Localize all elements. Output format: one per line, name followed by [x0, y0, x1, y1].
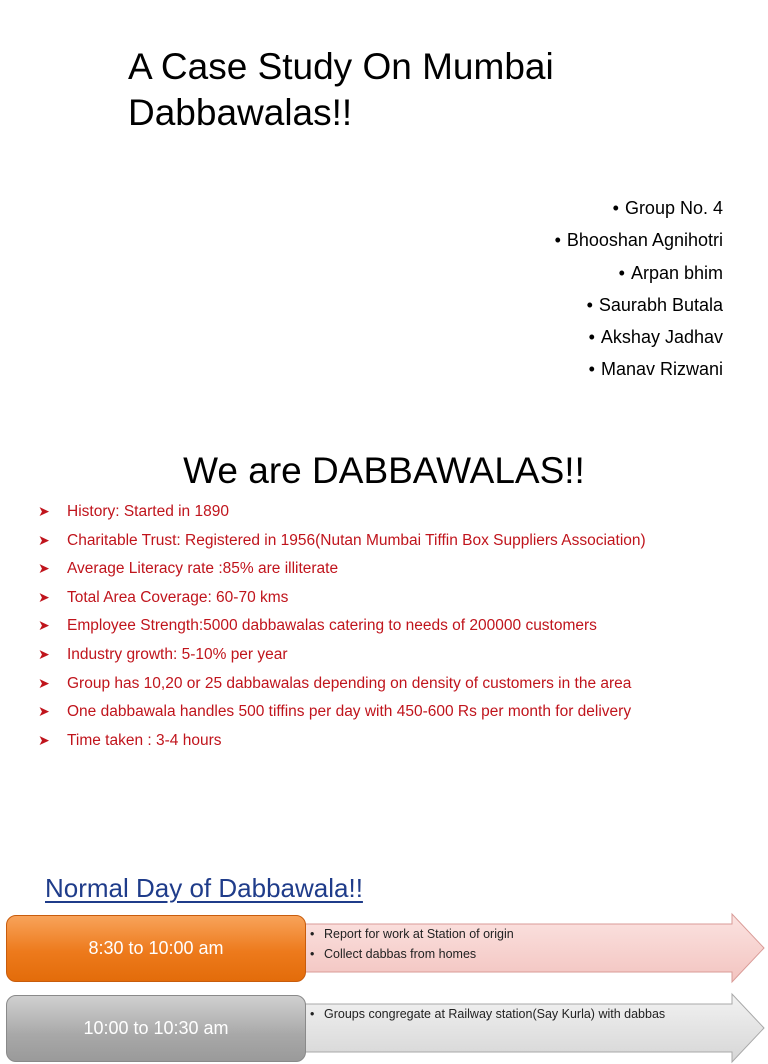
fact-item [38, 531, 738, 550]
fact-item [38, 674, 738, 693]
fact-item [38, 559, 738, 578]
facts-slide [0, 430, 768, 830]
member-name: • Manav Rizwani [555, 353, 723, 385]
activity-item: • Collect dabbas from homes [310, 944, 730, 964]
fact-item [38, 588, 738, 607]
group-number: • Group No. 4 [555, 192, 723, 224]
member-name: • Bhooshan Agnihotri [555, 224, 723, 256]
title-slide [0, 0, 768, 430]
case-study-title: A Case Study On Mumbai Dabbawalas!! [128, 46, 554, 133]
facts-title: We are DABBAWALAS!! [183, 450, 585, 491]
fact-text: Charitable Trust: Registered in 1956(Nutan Mumbai Tiffin Box Suppliers Association) [67, 531, 646, 549]
arrow-bullet-icon: ➤ [38, 645, 50, 662]
timeline-slide [0, 830, 768, 1038]
fact-text: History: Started in 1890 [67, 503, 229, 520]
fact-item [38, 616, 738, 635]
fact-text: Average Literacy rate :85% are illiterate [67, 560, 339, 578]
timeline-row [0, 912, 768, 984]
member-name: • Arpan bhim [555, 257, 723, 289]
fact-item [38, 731, 738, 750]
fact-item [38, 702, 738, 721]
arrow-bullet-icon: ➤ [38, 674, 50, 691]
arrow-bullet-icon: ➤ [38, 503, 50, 519]
arrow-bullet-icon: ➤ [38, 531, 50, 548]
fact-text: Total Area Coverage: 60-70 kms [67, 588, 289, 606]
arrow-bullet-icon: ➤ [38, 703, 50, 720]
group-members-list [555, 192, 723, 386]
time-slot: 8:30 to 10:00 am [6, 915, 306, 982]
fact-text: Industry growth: 5-10% per year [67, 645, 288, 663]
activity-list [310, 1004, 730, 1024]
timeline-title: Normal Day of Dabbawala!! [45, 873, 363, 903]
time-slot: 10:00 to 10:30 am [6, 995, 306, 1062]
activity-item: • Groups congregate at Railway station(Say Kurla) with dabbas [310, 1004, 730, 1024]
facts-list [38, 502, 738, 759]
fact-item [38, 645, 738, 664]
timeline-row [0, 992, 768, 1064]
arrow-bullet-icon: ➤ [38, 560, 50, 577]
activity-list [310, 924, 730, 964]
fact-text: Group has 10,20 or 25 dabbawalas depending on density of customers in the area [67, 674, 632, 692]
arrow-bullet-icon: ➤ [38, 617, 50, 634]
member-name: • Saurabh Butala [555, 289, 723, 321]
activity-item: • Report for work at Station of origin [310, 924, 730, 944]
arrow-bullet-icon: ➤ [38, 588, 50, 605]
member-name: • Akshay Jadhav [555, 321, 723, 353]
fact-text: Employee Strength:5000 dabbawalas catering to needs of 200000 customers [67, 617, 597, 635]
fact-text: One dabbawala handles 500 tiffins per day with 450-600 Rs per month for delivery [67, 703, 632, 721]
arrow-bullet-icon: ➤ [38, 731, 50, 748]
fact-item [38, 502, 738, 521]
fact-text: Time taken : 3-4 hours [67, 731, 222, 749]
